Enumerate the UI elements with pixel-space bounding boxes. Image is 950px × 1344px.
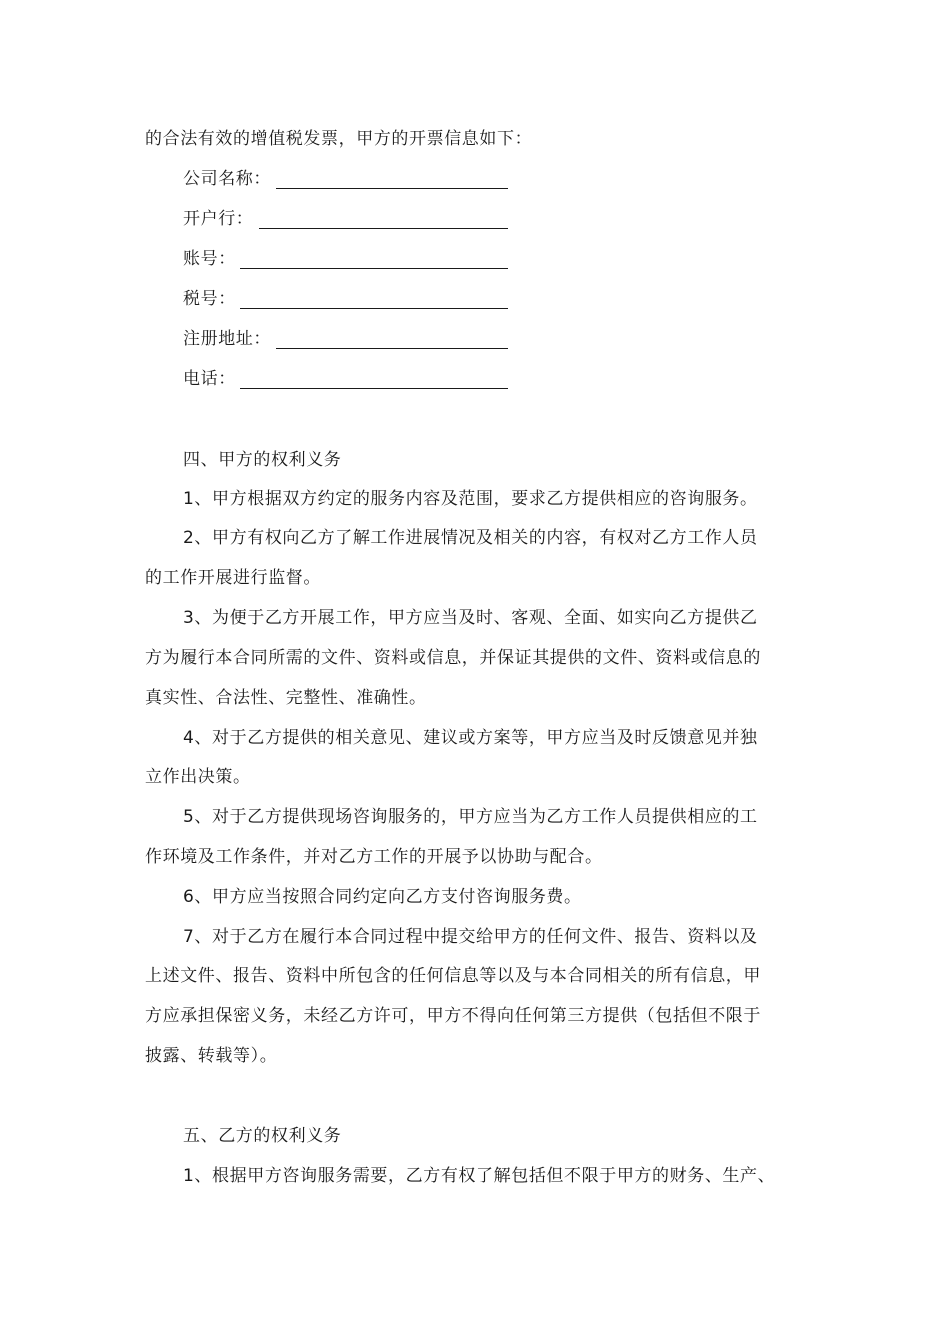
field-label: 注册地址： [183,329,271,349]
paragraph-line: 1、根据甲方咨询服务需要，乙方有权了解包括但不限于甲方的财务、生产、 [183,1166,776,1186]
field-label: 公司名称： [183,169,271,189]
paragraph-line: 披露、转载等）。 [145,1046,278,1066]
phone-field [183,367,236,391]
field-label: 税号： [183,289,236,309]
paragraph-line: 的工作开展进行监督。 [145,568,321,588]
account-field [183,247,236,271]
paragraph-line: 2、甲方有权向乙方了解工作进展情况及相关的内容，有权对乙方工作人员 [183,528,758,548]
field-label: 开户行： [183,209,254,229]
paragraph-line: 3、为便于乙方开展工作，甲方应当及时、客观、全面、如实向乙方提供乙 [183,608,758,628]
paragraph-line: 上述文件、报告、资料中所包含的任何信息等以及与本合同相关的所有信息，甲 [145,966,761,986]
paragraph-line: 方为履行本合同所需的文件、资料或信息，并保证其提供的文件、资料或信息的 [145,648,761,668]
bank-field [183,207,253,231]
paragraph-line: 7、对于乙方在履行本合同过程中提交给甲方的任何文件、报告、资料以及 [183,927,758,947]
paragraph-line: 作环境及工作条件，并对乙方工作的开展予以协助与配合。 [145,847,603,867]
registered-address-field [183,327,271,351]
paragraph-line: 方应承担保密义务，未经乙方许可，甲方不得向任何第三方提供（包括但不限于 [145,1006,761,1026]
paragraph-line: 6、甲方应当按照合同约定向乙方支付咨询服务费。 [183,887,582,907]
field-label: 电话： [183,369,236,389]
company-name-field [183,167,271,191]
fill-in-blank [259,228,508,229]
fill-in-blank [240,308,508,309]
paragraph-line: 4、对于乙方提供的相关意见、建议或方案等，甲方应当及时反馈意见并独 [183,728,758,748]
field-label: 账号： [183,249,236,269]
fill-in-blank [276,348,508,349]
intro-text: 的合法有效的增值税发票，甲方的开票信息如下： [145,129,533,149]
tax-number-field [183,287,236,311]
paragraph-line: 立作出决策。 [145,767,251,787]
fill-in-blank [276,188,508,189]
section-heading: 四、甲方的权利义务 [183,450,342,470]
paragraph-line: 5、对于乙方提供现场咨询服务的，甲方应当为乙方工作人员提供相应的工 [183,807,758,827]
fill-in-blank [240,268,508,269]
fill-in-blank [240,388,508,389]
section-heading: 五、乙方的权利义务 [183,1126,342,1146]
paragraph-line: 1、甲方根据双方约定的服务内容及范围，要求乙方提供相应的咨询服务。 [183,489,758,509]
paragraph-line: 真实性、合法性、完整性、准确性。 [145,688,427,708]
